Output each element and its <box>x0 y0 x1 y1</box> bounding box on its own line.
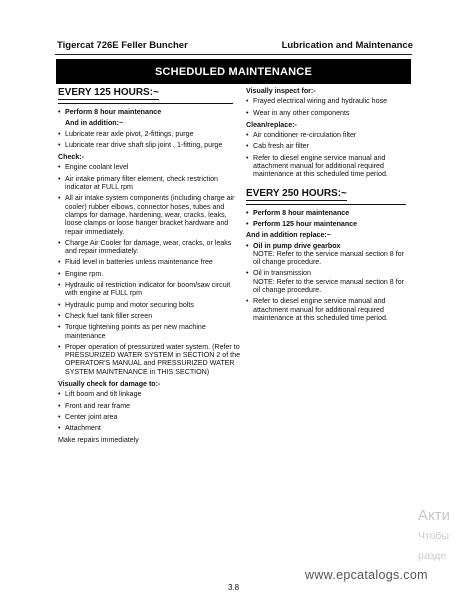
list-125-addition <box>58 130 241 150</box>
list-clean-replace <box>246 131 412 178</box>
list-item: • Fluid level in batteries unless maintenance free <box>58 258 241 266</box>
list-item: • Refer to diesel engine service manual and attachment manual for additional required maintenance at this scheduled time period. <box>246 154 412 179</box>
section-title-250-hours: EVERY 250 HOURS:~ <box>246 187 347 199</box>
list-item-note: NOTE: Refer to the service manual section 8 for oil change procedure. <box>253 249 405 267</box>
list-125-check <box>58 163 241 376</box>
watermark-site-link[interactable]: www.epcatalogs.com <box>305 568 428 582</box>
list-item: • All air intake system components (including charge air cooler) rubber elbows, connector hoses, tubes and clamps for damage, hardening, wear, cracks, leaks, loose clamps or loose hanger bracket hardware and repair immediately. <box>58 194 241 235</box>
list-item-note: NOTE: Refer to the service manual section 8 for oil change procedure. <box>253 277 405 295</box>
list-item: • Charge Air Cooler for damage, wear, cracks, or leaks and repair immediately. <box>58 239 241 256</box>
list-item: • Hydraulic oil restriction indicator for boom/saw circuit with engine at FULL rpm <box>58 281 241 298</box>
list-inspect <box>246 97 412 117</box>
list-item: • Attachment <box>58 424 241 432</box>
header-rule <box>55 54 412 55</box>
list-item: • Perform 8 hour maintenance <box>58 108 241 116</box>
list-250-replace <box>246 242 412 323</box>
repairs-note: Make repairs immediately <box>58 435 139 444</box>
list-item: • Air conditioner re-circulation filter <box>246 131 412 139</box>
list-item: • Torque tightening points as per new machine maintenance <box>58 323 241 340</box>
section-rule <box>58 103 233 104</box>
subheading-clean-replace: Clean/replace:- <box>246 120 297 129</box>
list-item: • Wear in any other components <box>246 109 412 117</box>
subheading-check: Check:- <box>58 153 85 162</box>
list-item: • Frayed electrical wiring and hydraulic hose <box>246 97 412 105</box>
list-item: • Front and rear frame <box>58 402 241 410</box>
subheading-visual-check: Visually check for damage to:- <box>58 380 161 389</box>
list-item: • Lift boom and tilt linkage <box>58 390 241 398</box>
right-column <box>246 87 412 325</box>
list-item: • Check fuel tank filler screen <box>58 312 241 320</box>
list-250-perform <box>246 209 412 229</box>
list-item: • Lubricate rear axle pivot, 2-fittings, purge <box>58 130 241 138</box>
list-item: • Cab fresh air filter <box>246 142 412 150</box>
list-item: • Engine coolant level <box>58 163 241 171</box>
subheading-in-addition-replace: And in addition replace:~ <box>246 231 331 240</box>
subheading-visual-inspect: Visually inspect for:- <box>246 87 316 95</box>
page-number: 3.8 <box>228 583 240 592</box>
list-item: • Proper operation of pressurized water system. (Refer to PRESSURIZED WATER SYSTEM in SECTION 2 of the OPERATOR'S MANUAL and PRESSURIZED WATER SYSTEM MAINTENANCE in THIS SECTION) <box>58 343 241 376</box>
list-125-visual <box>58 390 241 432</box>
list-item: • Engine rpm. <box>58 270 241 278</box>
list-item: • Lubricate rear drive shaft slip joint , 1-fitting, purge <box>58 141 241 149</box>
watermark-ru-line-2: Чтобы <box>418 530 450 542</box>
subheading-in-addition: And in addition:~ <box>65 119 124 128</box>
list-item: • Oil in pump drive gearbox <box>246 242 412 250</box>
list-item: • Center joint area <box>58 413 241 421</box>
list-item: • Refer to diesel engine service manual and attachment manual for additional required maintenance at this scheduled time period. <box>246 297 412 322</box>
list-item: • Perform 8 hour maintenance <box>246 209 412 217</box>
watermark-ru-line-1: Акти <box>418 507 450 524</box>
section-title-125-hours: EVERY 125 HOURS:~ <box>58 87 159 98</box>
watermark-ru-line-3: разде <box>418 550 447 562</box>
section-rule <box>246 204 406 205</box>
scheduled-maintenance-banner: SCHEDULED MAINTENANCE <box>56 59 411 84</box>
header-section-title: Lubrication and Maintenance <box>281 40 413 51</box>
list-item: • Perform 125 hour maintenance <box>246 220 412 228</box>
header-manual-title: Tigercat 726E Feller Buncher <box>57 40 188 51</box>
list-item: • Oil in transmission <box>246 269 412 277</box>
list-item: • Hydraulic pump and motor securing bolts <box>58 301 241 309</box>
left-column <box>58 87 241 446</box>
list-125-perform <box>58 108 241 116</box>
list-item: • Air intake primary filter element, check restriction indicator at FULL rpm <box>58 175 241 192</box>
